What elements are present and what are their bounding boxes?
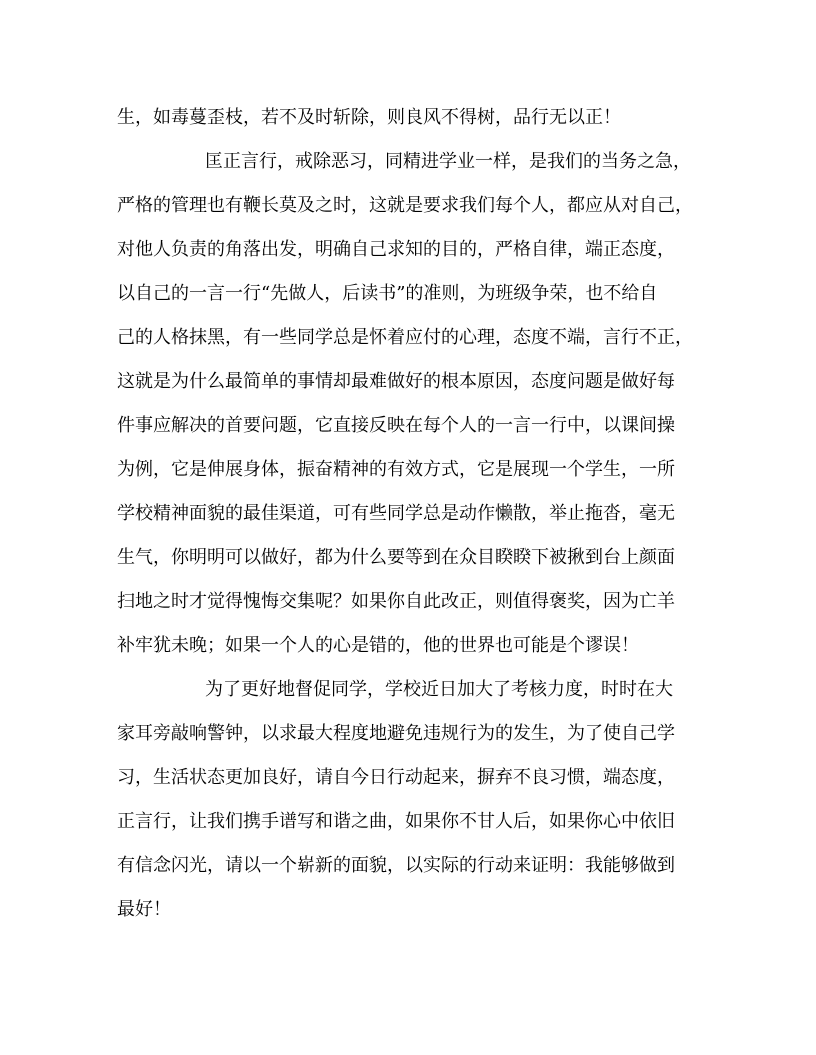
text-line: 学校精神面貌的最佳渠道，可有些同学总是动作懒散，举止拖沓，毫无 (117, 503, 675, 524)
text-line: 以自己的一言一行“先做人，后读书”的准则，为班级争荣，也不给自 (117, 283, 658, 304)
text-line: 己的人格抹黑，有一些同学总是怀着应付的心理，态度不端，言行不正， (117, 327, 693, 348)
text-line: 最好！ (117, 899, 171, 920)
text-line: 生，如毒蔓歪枝，若不及时斩除，则良风不得树，品行无以正！ (117, 107, 621, 128)
text-line: 生气，你明明可以做好，都为什么要等到在众目睽睽下被揪到台上颜面 (117, 547, 675, 568)
text-line: 为例，它是伸展身体，振奋精神的有效方式，它是展现一个学生，一所 (117, 459, 675, 480)
text-line: 严格的管理也有鞭长莫及之时，这就是要求我们每个人，都应从对自己， (117, 195, 693, 216)
text-line: 匡正言行，戒除恶习，同精进学业一样，是我们的当务之急， (205, 151, 691, 172)
text-line: 对他人负责的角落出发，明确自己求知的目的，严格自律，端正态度， (117, 239, 675, 260)
text-line: 件事应解决的首要问题，它直接反映在每个人的一言一行中，以课间操 (117, 415, 675, 436)
text-line: 家耳旁敲响警钟，以求最大程度地避免违规行为的发生，为了使自己学 (117, 723, 675, 744)
text-line: 习，生活状态更加良好，请自今日行动起来，摒弃不良习惯，端态度， (117, 767, 675, 788)
text-line: 正言行，让我们携手谱写和谐之曲，如果你不甘人后，如果你心中依旧 (117, 811, 675, 832)
text-line: 补牢犹未晚；如果一个人的心是错的，他的世界也可能是个谬误！ (117, 635, 639, 656)
text-line: 为了更好地督促同学，学校近日加大了考核力度，时时在大 (205, 679, 673, 700)
text-line: 这就是为什么最简单的事情却最难做好的根本原因，态度问题是做好每 (117, 371, 675, 392)
text-line: 扫地之时才觉得愧悔交集呢？如果你自此改正，则值得褒奖，因为亡羊 (117, 591, 675, 612)
text-line: 有信念闪光，请以一个崭新的面貌，以实际的行动来证明：我能够做到 (117, 855, 675, 876)
